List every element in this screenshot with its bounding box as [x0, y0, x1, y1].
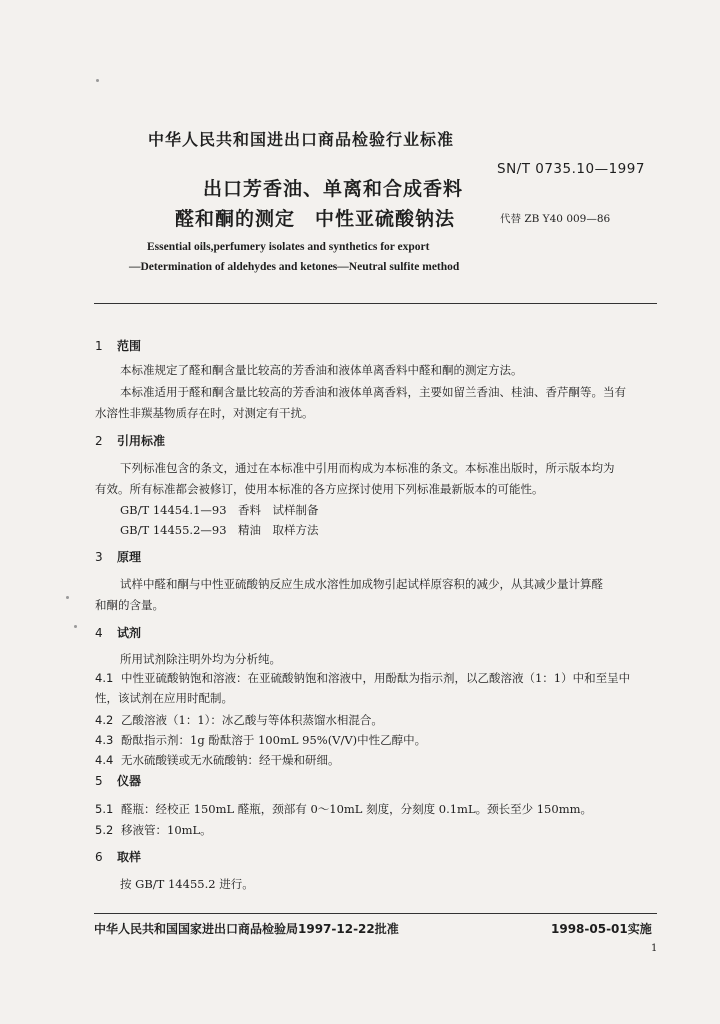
section-heading-2	[95, 432, 165, 449]
reagent-item-4-1	[95, 670, 630, 686]
section-heading-3	[95, 548, 141, 565]
section-number: 1	[95, 339, 103, 353]
page-number: 1	[651, 943, 658, 954]
item-number: 5.1	[95, 802, 114, 816]
title-cn-line1: 出口芳香油、单离和合成香料	[203, 178, 464, 200]
apparatus-item-5-2	[95, 822, 212, 838]
item-text: 醛瓶：经校正 150mL 醛瓶，颈部有 0～10mL 刻度，分刻度 0.1mL。颈长至少 150mm。	[121, 802, 593, 816]
scan-speck	[66, 596, 69, 599]
section-title: 引用标准	[117, 434, 166, 448]
paragraph: 水溶性非羰基物质存在时，对测定有干扰。	[95, 406, 314, 420]
section-title: 原理	[117, 550, 142, 564]
title-en-line2: —Determination of aldehydes and ketones—Neutral sulfite method	[129, 261, 460, 273]
reagent-item-4-3	[95, 732, 426, 748]
paragraph: 有效。所有标准都会被修订，使用本标准的各方应探讨使用下列标准最新版本的可能性。	[95, 482, 544, 496]
section-title: 范围	[117, 339, 142, 353]
section-number: 3	[95, 550, 103, 564]
replaces-note: 代替 ZB Y40 009—86	[500, 213, 611, 225]
reagent-item-4-4	[95, 752, 340, 768]
section-heading-5	[95, 772, 141, 789]
section-heading-4	[95, 624, 141, 641]
section-title: 仪器	[117, 774, 142, 788]
effective-date: 1998-05-01实施	[551, 922, 652, 936]
item-number: 4.3	[95, 733, 114, 747]
section-number: 4	[95, 626, 103, 640]
reference-item: GB/T 14455.2—93 精油 取样方法	[120, 523, 319, 537]
item-text: 乙酸溶液（1：1）：冰乙酸与等体积蒸馏水相混合。	[121, 713, 383, 727]
item-text: 无水硫酸镁或无水硫酸钠：经干燥和研细。	[121, 753, 340, 767]
section-title: 试剂	[117, 626, 142, 640]
section-number: 2	[95, 434, 103, 448]
title-cn-line2: 醛和酮的测定 中性亚硫酸钠法	[175, 208, 456, 230]
section-number: 6	[95, 850, 103, 864]
item-text: 中性亚硫酸钠饱和溶液：在亚硫酸钠饱和溶液中，用酚酞为指示剂，以乙酸溶液（1：1）中和至呈中	[121, 671, 631, 685]
paragraph: 下列标准包含的条文，通过在本标准中引用而构成为本标准的条文。本标准出版时，所示版本均为	[120, 461, 615, 475]
section-number: 5	[95, 774, 103, 788]
standard-number: SN/T 0735.10—1997	[497, 161, 645, 177]
item-text: 酚酞指示剂：1g 酚酞溶于 100mL 95%(V/V)中性乙醇中。	[121, 733, 427, 747]
paragraph: 本标准规定了醛和酮含量比较高的芳香油和液体单离香料中醛和酮的测定方法。	[120, 363, 523, 377]
paragraph: 所用试剂除注明外均为分析纯。	[120, 652, 281, 666]
paragraph: 性，该试剂在应用时配制。	[95, 691, 233, 705]
section-heading-6	[95, 848, 141, 865]
reagent-item-4-2	[95, 712, 383, 728]
paragraph: 和酮的含量。	[95, 598, 164, 612]
paragraph: 本标准适用于醛和酮含量比较高的芳香油和液体单离香料，主要如留兰香油、桂油、香芹酮等。当有	[120, 385, 626, 399]
item-number: 5.2	[95, 823, 114, 837]
footer-divider	[94, 913, 657, 914]
section-heading-1	[95, 337, 141, 354]
reference-item: GB/T 14454.1—93 香料 试样制备	[120, 503, 319, 517]
item-text: 移液管：10mL。	[121, 823, 212, 837]
item-number: 4.2	[95, 713, 114, 727]
paragraph: 试样中醛和酮与中性亚硫酸钠反应生成水溶性加成物引起试样原容积的减少，从其减少量计算醛	[120, 577, 603, 591]
item-number: 4.4	[95, 753, 114, 767]
org-title: 中华人民共和国进出口商品检验行业标准	[148, 130, 455, 149]
title-en-line1: Essential oils,perfumery isolates and synthetics for export	[147, 241, 430, 253]
paragraph: 按 GB/T 14455.2 进行。	[120, 877, 254, 891]
header-divider	[94, 303, 657, 304]
apparatus-item-5-1	[95, 801, 592, 817]
section-title: 取样	[117, 850, 142, 864]
scan-speck	[96, 79, 99, 82]
scan-speck	[74, 625, 77, 628]
item-number: 4.1	[95, 671, 114, 685]
approval-line: 中华人民共和国国家进出口商品检验局1997-12-22批准	[94, 922, 399, 936]
